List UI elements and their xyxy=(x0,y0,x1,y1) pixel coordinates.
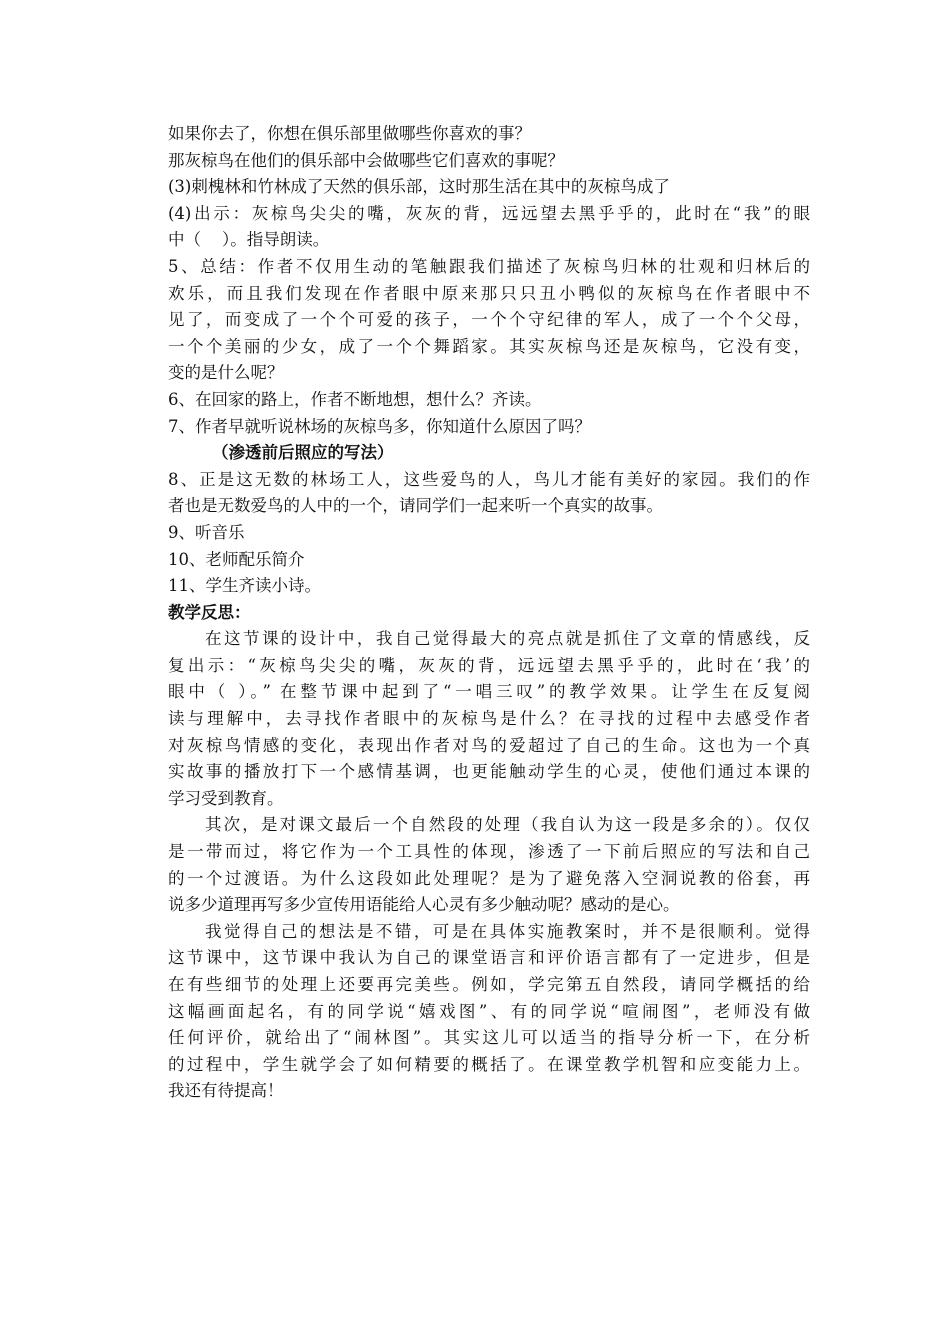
text-line: 其次，是对课文最后一个自然段的处理（我自认为这一段是多余的）。仅仅 xyxy=(205,815,810,835)
text-line: 在有些细节的处理上还要再完美些。例如，学完第五自然段，请同学概括的给 xyxy=(168,975,810,994)
text-line: 者也是无数爱鸟的人中的一个，请同学们一起来听一个真实的故事。 xyxy=(168,496,663,516)
text-line: 这节课中，这节课中我认为自己的课堂语言和评价语言都有了一定进步，但是 xyxy=(168,948,810,968)
section-heading: 教学反思： xyxy=(168,602,251,622)
text-line: 8、正是这无数的林场工人，这些爱鸟的人，鸟儿才能有美好的家园。我们的作 xyxy=(168,469,810,489)
text-line: 这幅画面起名，有的同学说“嬉戏图”、有的同学说“喧闹图”，老师没有做 xyxy=(168,1001,810,1021)
text-line: 欢乐，而且我们发现在作者眼中原来那只只丑小鸭似的灰椋鸟在作者眼中不 xyxy=(168,283,810,303)
text-line: 7、作者早就听说林场的灰椋鸟多，你知道什么原因了吗？ xyxy=(168,416,591,436)
text-line: 实故事的播放打下一个感情基调，也更能触动学生的心灵，使他们通过本课的 xyxy=(168,762,810,782)
text-line: 我觉得自己的想法是不错，可是在具体实施教案时，并不是很顺利。觉得 xyxy=(205,921,810,941)
text-line: 学习受到教育。 xyxy=(168,788,284,808)
text-line: 一个个美丽的少女，成了一个个舞蹈家。其实灰椋鸟还是灰椋鸟，它没有变， xyxy=(168,336,810,356)
text-line: 变的是什么呢？ xyxy=(168,363,284,383)
text-line: 10、老师配乐简介 xyxy=(168,549,305,569)
section-note: （渗透前后照应的写法） xyxy=(212,443,394,463)
text-line: 9、听音乐 xyxy=(168,522,245,542)
text-line: 中（ ）。指导朗读。 xyxy=(168,230,330,250)
text-line: 的过程中，学生就学会了如何精要的概括了。在课堂教学机智和应变能力上。 xyxy=(168,1054,810,1074)
text-line: 是一带而过，将它作为一个工具性的体现，渗透了一下前后照应的写法和自己 xyxy=(168,842,810,862)
text-line: 那灰椋鸟在他们的俱乐部中会做哪些它们喜欢的事呢？ xyxy=(168,150,564,170)
text-line: 的一个过渡语。为什么这段如此处理呢？是为了避免落入空洞说教的俗套，再 xyxy=(168,868,810,888)
text-line: 在这节课的设计中，我自己觉得最大的亮点就是抓住了文章的情感线，反 xyxy=(205,629,810,649)
text-line: 见了，而变成了一个个可爱的孩子，一个个守纪律的军人，成了一个个父母， xyxy=(168,310,810,330)
text-line: (4)出示：灰椋鸟尖尖的嘴，灰灰的背，远远望去黑乎乎的，此时在“我”的眼 xyxy=(168,203,810,223)
text-line: 眼中（ ）。” 在整节课中起到了“一唱三叹”的教学效果。让学生在反复阅 xyxy=(168,682,810,702)
text-line: 11、学生齐读小诗。 xyxy=(168,576,321,596)
text-line: 我还有待提高！ xyxy=(168,1081,284,1101)
text-line: 复出示：“灰椋鸟尖尖的嘴，灰灰的背，远远望去黑乎乎的，此时在‘我’的 xyxy=(168,655,810,675)
text-line: 读与理解中，去寻找作者眼中的灰椋鸟是什么？在寻找的过程中去感受作者 xyxy=(168,709,810,729)
text-line: 5、总结：作者不仅用生动的笔触跟我们描述了灰椋鸟归林的壮观和归林后的 xyxy=(168,256,810,276)
text-line: 6、在回家的路上，作者不断地想，想什么？齐读。 xyxy=(168,389,542,409)
text-line: 如果你去了，你想在俱乐部里做哪些你喜欢的事？ xyxy=(168,124,531,143)
text-line: 说多少道理再写多少宣传用语能给人心灵有多少触动呢？感动的是心。 xyxy=(168,895,680,915)
text-line: 对灰椋鸟情感的变化，表现出作者对鸟的爱超过了自己的生命。这也为一个真 xyxy=(168,735,810,755)
text-line: 任何评价，就给出了“闹林图”。其实这儿可以适当的指导分析一下，在分析 xyxy=(168,1028,810,1048)
text-line: (3)刺槐林和竹林成了天然的俱乐部，这时那生活在其中的灰椋鸟成了 xyxy=(168,177,670,197)
document-page xyxy=(168,121,810,1105)
